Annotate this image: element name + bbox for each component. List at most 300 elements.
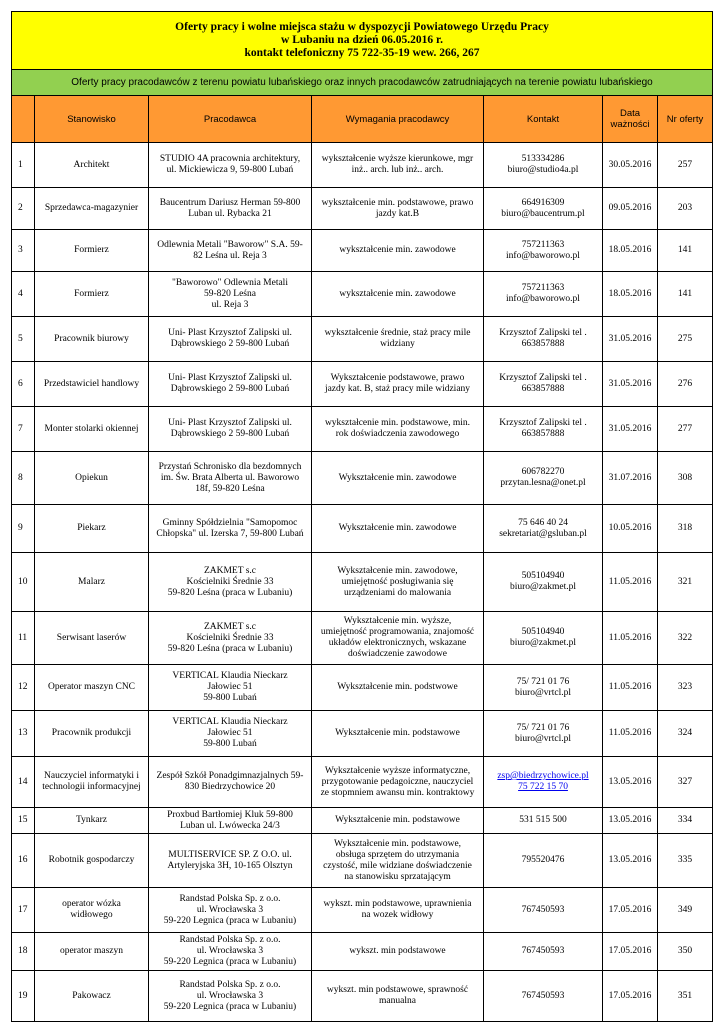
row-number: [12, 711, 35, 757]
employer-cell-line: ZAKMET s.c: [203, 565, 257, 576]
job-offers-table: [11, 11, 713, 1022]
requirements-cell: [312, 711, 484, 757]
position-cell: [35, 711, 149, 757]
position-cell: [35, 505, 149, 553]
requirements-cell-line: manualna: [379, 996, 416, 1006]
contact-cell: [484, 362, 603, 407]
requirements-cell-line: wykształcenie min. podstawowe, min.: [324, 418, 471, 428]
requirements-cell-line: widziany: [380, 339, 415, 349]
position-cell-line: Robotnik gospodarczy: [48, 855, 135, 865]
employer-cell-line: Chłopska" ul. Izerska 7, 59-800 Lubań: [156, 528, 304, 539]
row-number: [12, 757, 35, 808]
row-number: [12, 665, 35, 711]
position-cell-line: Piekarz: [77, 523, 106, 533]
offer-number-cell-line: 318: [677, 523, 693, 533]
contact-cell-line: sekretariat@gsluban.pl: [499, 528, 587, 539]
requirements-cell-line: czystość, mile widziane doświadczenie: [323, 860, 472, 871]
column-header-employer: Pracodawca: [149, 96, 312, 143]
contact-cell-line: 531 515 500: [519, 815, 567, 825]
position-cell-line: Sprzedawca-magazynier: [44, 203, 139, 213]
table-row: [12, 317, 713, 362]
employer-cell: [149, 505, 312, 553]
requirements-cell: [312, 188, 484, 230]
employer-cell: [149, 933, 312, 971]
requirements-cell-line: wykszt. min podstawowe, sprawność: [326, 985, 469, 995]
row-number: [12, 407, 35, 452]
employer-cell-line: 59-800 Lubań: [203, 693, 257, 703]
valid-until-cell: [603, 665, 658, 711]
employer-cell-line: Uni- Plast Krzysztof Zalipski ul.: [168, 328, 292, 338]
requirements-cell-line: przygotowanie pedagoiczne, nauczyciel: [321, 776, 474, 787]
employer-cell-line: Dąbrowskiego 2 59-800 Lubań: [170, 339, 290, 349]
contact-cell-line: biuro@vrtcl.pl: [515, 687, 571, 698]
row-number-line: 10: [18, 576, 28, 587]
valid-until-cell-line: 11.05.2016: [608, 728, 652, 738]
employer-cell-line: ul. Mickiewicza 9, 59-800 Lubań: [166, 165, 294, 175]
table-row: [12, 362, 713, 407]
requirements-cell: [312, 505, 484, 553]
contact-cell-line: biuro@vrtcl.pl: [515, 733, 571, 744]
employer-cell-line: 59-220 Legnica (praca w Lubaniu): [163, 915, 297, 926]
requirements-cell: [312, 933, 484, 971]
position-cell-line: Pracownik produkcji: [51, 728, 132, 738]
row-number-line: 3: [18, 245, 23, 255]
position-cell-line: Formierz: [74, 245, 109, 255]
employer-cell-line: 59-220 Legnica (praca w Lubaniu): [163, 1001, 297, 1012]
offer-number-cell: [658, 711, 713, 757]
valid-until-cell-line: 18.05.2016: [608, 245, 652, 255]
contact-cell-line: 757211363: [521, 239, 565, 250]
position-cell: [35, 808, 149, 834]
contact-cell-line: info@baworowo.pl: [506, 294, 580, 304]
offer-number-cell: [658, 407, 713, 452]
row-number: [12, 834, 35, 888]
table-row: [12, 808, 713, 834]
requirements-cell-line: wykształcenie min. podstawowe, prawo: [321, 197, 474, 208]
contact-cell: [484, 711, 603, 757]
valid-until-cell: [603, 834, 658, 888]
employer-cell: [149, 808, 312, 834]
employer-cell-line: Jałowiec 51: [207, 728, 253, 738]
offer-number-cell: [658, 757, 713, 808]
employer-cell-line: 830 Biedrzychowice 20: [184, 782, 276, 792]
contact-cell[interactable]: [484, 757, 603, 808]
valid-until-cell-line: 10.05.2016: [608, 523, 652, 533]
valid-until-cell: [603, 888, 658, 933]
valid-until-cell: [603, 452, 658, 505]
table-row: [12, 971, 713, 1022]
title-line: kontakt telefoniczny 75 722-35-19 wew. 266, 267: [244, 47, 480, 59]
contact-cell-line: Krzysztof Zalipski tel .: [499, 328, 587, 338]
offer-number-cell: [658, 971, 713, 1022]
contact-cell: [484, 808, 603, 834]
contact-cell: [484, 834, 603, 888]
employer-cell: [149, 757, 312, 808]
offer-number-cell-line: 334: [677, 815, 693, 825]
requirements-cell: [312, 230, 484, 272]
contact-cell: [484, 612, 603, 665]
position-cell: [35, 188, 149, 230]
column-header-position: Stanowisko: [35, 96, 149, 143]
contact-cell-line: biuro@baucentrum.pl: [501, 208, 585, 219]
offer-number-cell-line: 141: [677, 288, 693, 299]
table-row: [12, 230, 713, 272]
row-number: [12, 612, 35, 665]
valid-until-cell: [603, 757, 658, 808]
offer-number-cell-line: 350: [677, 946, 693, 956]
offer-number-cell-line: 322: [677, 632, 693, 643]
position-cell-line: Monter stolarki okiennej: [44, 423, 139, 434]
valid-until-cell: [603, 808, 658, 834]
employer-cell-line: ul. Reja 3: [211, 299, 249, 310]
row-number-line: 13: [18, 728, 28, 738]
offer-number-cell-line: 276: [677, 378, 693, 389]
offer-number-cell-line: 323: [677, 682, 693, 692]
requirements-cell-line: Wykształcenie min. podstawowe,: [333, 838, 462, 849]
table-row: [12, 505, 713, 553]
position-cell-line: widłowego: [70, 910, 113, 920]
valid-until-cell-line: 13.05.2016: [608, 776, 652, 787]
offer-number-cell: [658, 452, 713, 505]
requirements-cell-line: wykształcenie min. zawodowe: [339, 288, 456, 299]
requirements-cell-line: Wykształcenie wyższe informatyczne,: [324, 765, 471, 776]
row-number-line: 15: [18, 815, 28, 825]
employer-cell-line: Randstad Polska Sp. z o.o.: [179, 979, 281, 990]
row-number-line: 5: [18, 333, 23, 344]
offer-number-cell: [658, 933, 713, 971]
employer-cell-line: Kościelniki Średnie 33: [186, 576, 274, 587]
contact-cell: [484, 505, 603, 553]
contact-cell: [484, 272, 603, 317]
position-cell: [35, 933, 149, 971]
position-cell-line: operator maszyn: [59, 946, 124, 956]
contact-cell-line: 513334286: [521, 154, 565, 164]
offer-number-cell-line: 275: [677, 333, 693, 344]
contact-link[interactable]: zsp@biedrzychowice.pl: [497, 771, 589, 781]
offer-number-cell: [658, 272, 713, 317]
offer-number-cell-line: 349: [677, 904, 693, 915]
employer-cell-line: VERTICAL Klaudia Nieckarz: [172, 717, 288, 727]
contact-cell: [484, 188, 603, 230]
contact-cell: [484, 317, 603, 362]
employer-cell-line: VERTICAL Klaudia Nieckarz: [172, 671, 288, 681]
position-cell-line: Tynkarz: [76, 815, 107, 825]
requirements-cell-line: inż.. arch. lub inż.. arch.: [351, 165, 444, 175]
row-number: [12, 362, 35, 407]
contact-cell: [484, 888, 603, 933]
document-title: [12, 12, 713, 70]
position-cell: [35, 230, 149, 272]
valid-until-cell: [603, 612, 658, 665]
employer-cell-line: STUDIO 4A pracownia architektury,: [159, 154, 301, 164]
employer-cell: [149, 971, 312, 1022]
employer-cell-line: 59-820 Leśna: [204, 288, 256, 299]
row-number-line: 6: [18, 378, 23, 389]
contact-cell-line: 505104940: [521, 571, 565, 581]
offer-number-cell-line: 324: [677, 728, 693, 738]
employer-cell-line: Uni- Plast Krzysztof Zalipski ul.: [168, 373, 292, 383]
requirements-cell-line: wykształcenie wyższe kierunkowe, mgr: [321, 154, 474, 164]
title-line: Oferty pracy i wolne miejsca stażu w dyspozycji Powiatowego Urzędu Pracy: [175, 21, 549, 33]
position-cell: [35, 757, 149, 808]
offer-number-cell: [658, 230, 713, 272]
requirements-cell: [312, 888, 484, 933]
contact-cell-line: Krzysztof Zalipski tel .: [499, 373, 587, 383]
position-cell: [35, 272, 149, 317]
position-cell: [35, 665, 149, 711]
requirements-cell-line: Wykształcenie min. podstawowe: [335, 728, 460, 738]
contact-cell-line: 75/ 721 01 76: [516, 676, 570, 687]
requirements-cell-line: wykształcenie średnie, staż pracy mile: [324, 328, 471, 338]
requirements-cell-line: wykształcenie min. zawodowe: [339, 245, 456, 255]
valid-until-cell-line: 31.05.2016: [608, 333, 652, 344]
valid-until-cell-line: 11.05.2016: [608, 576, 652, 587]
employer-cell: [149, 272, 312, 317]
row-number-line: 14: [18, 776, 28, 787]
requirements-cell: [312, 757, 484, 808]
column-header-requirements: Wymagania pracodawcy: [312, 96, 484, 143]
contact-cell-line: 767450593: [521, 990, 565, 1001]
position-cell-line: Architekt: [73, 159, 110, 170]
employer-cell: [149, 612, 312, 665]
table-row: [12, 553, 713, 612]
position-cell: [35, 407, 149, 452]
employer-cell-line: Randstad Polska Sp. z o.o.: [179, 893, 281, 904]
valid-until-cell-line: 31.05.2016: [608, 423, 652, 434]
employer-cell-line: 59-820 Leśna (praca w Lubaniu): [167, 587, 293, 598]
offer-number-cell-line: 335: [677, 855, 693, 865]
requirements-cell-line: Wykształcenie min. zawodowe,: [337, 565, 458, 576]
requirements-cell-line: jazdy kat.B: [375, 208, 420, 219]
requirements-cell: [312, 143, 484, 188]
requirements-cell: [312, 612, 484, 665]
row-number-line: 8: [18, 472, 23, 483]
employer-cell-line: im. Św. Brata Alberta ul. Baworowo: [160, 472, 300, 483]
employer-cell: [149, 888, 312, 933]
offer-number-cell: [658, 834, 713, 888]
valid-until-cell-line: 18.05.2016: [608, 288, 652, 299]
contact-cell-line: 606782270: [521, 467, 565, 477]
contact-cell: [484, 553, 603, 612]
offer-number-cell: [658, 808, 713, 834]
requirements-cell: [312, 407, 484, 452]
row-number-line: 7: [18, 423, 23, 434]
employer-cell: [149, 711, 312, 757]
employer-cell-line: Artyleryjska 3H, 10-165 Olsztyn: [167, 860, 293, 871]
requirements-cell-line: jazdy kat. B, staż pracy mile widziany: [324, 384, 471, 394]
column-header-offer-number: Nr oferty: [658, 96, 713, 143]
offer-number-cell: [658, 553, 713, 612]
table-row: [12, 452, 713, 505]
contact-cell: [484, 665, 603, 711]
valid-until-cell-line: 11.05.2016: [608, 682, 652, 692]
position-cell: [35, 317, 149, 362]
employer-cell-line: Baucentrum Dariusz Herman 59-800: [159, 197, 301, 208]
valid-until-cell: [603, 362, 658, 407]
contact-cell-line: 75 646 40 24: [518, 517, 568, 528]
offer-number-cell-line: 257: [677, 159, 693, 170]
row-number: [12, 933, 35, 971]
valid-until-cell: [603, 971, 658, 1022]
offer-number-cell: [658, 317, 713, 362]
contact-cell-line: 664916309: [521, 197, 565, 208]
table-row: [12, 888, 713, 933]
row-number: [12, 143, 35, 188]
contact-cell: [484, 407, 603, 452]
employer-cell-line: Luban ul. Lwówecka 24/3: [180, 820, 280, 831]
offer-number-cell: [658, 888, 713, 933]
requirements-cell-line: Wykształcenie min. wyższe,: [343, 616, 452, 626]
position-cell: [35, 971, 149, 1022]
position-cell-line: Operator maszyn CNC: [47, 682, 136, 692]
position-cell: [35, 553, 149, 612]
employer-cell-line: Zespół Szkół Ponadgimnazjalnych 59-: [156, 771, 304, 781]
row-number: [12, 553, 35, 612]
requirements-cell-line: urządzeniami do malowania: [343, 587, 452, 598]
requirements-cell-line: układów elektronicznych, wskazane: [328, 638, 467, 648]
position-cell-line: Przedstawiciel handlowy: [43, 378, 140, 389]
employer-cell-line: Gminny Spółdzielnia "Samopomoc: [162, 517, 298, 528]
position-cell: [35, 834, 149, 888]
offer-number-cell: [658, 143, 713, 188]
valid-until-cell-line: 17.05.2016: [608, 946, 652, 956]
position-cell-line: Pracownik biurowy: [54, 333, 129, 344]
requirements-cell: [312, 317, 484, 362]
contact-cell: [484, 971, 603, 1022]
valid-until-cell-line: 31.07.2016: [608, 472, 652, 483]
employer-cell-line: Uni- Plast Krzysztof Zalipski ul.: [168, 418, 292, 428]
employer-cell: [149, 665, 312, 711]
row-number: [12, 808, 35, 834]
valid-until-cell: [603, 553, 658, 612]
row-number: [12, 505, 35, 553]
position-cell-line: Opiekun: [75, 472, 108, 483]
row-number-line: 12: [18, 682, 28, 692]
requirements-cell: [312, 452, 484, 505]
position-cell-line: technologii informacyjnej: [42, 782, 141, 792]
contact-cell-line: 663857888: [521, 339, 565, 349]
valid-until-cell-line: 09.05.2016: [608, 203, 652, 213]
row-number-line: 17: [18, 904, 28, 915]
employer-cell: [149, 452, 312, 505]
document-subtitle: Oferty pracy pracodawców z terenu powiatu lubańskiego oraz innych pracodawców zatrudniających na terenie powiatu lubańskiego: [12, 70, 713, 96]
valid-until-cell-line: 13.05.2016: [608, 815, 652, 825]
row-number: [12, 888, 35, 933]
row-number: [12, 188, 35, 230]
position-cell-line: Formierz: [74, 288, 109, 299]
offer-number-cell: [658, 188, 713, 230]
contact-cell-line: 757211363: [521, 283, 565, 293]
offer-number-cell-line: 277: [677, 423, 693, 434]
employer-cell: [149, 317, 312, 362]
requirements-cell: [312, 553, 484, 612]
valid-until-cell-line: 30.05.2016: [608, 159, 652, 170]
requirements-cell: [312, 971, 484, 1022]
table-row: [12, 834, 713, 888]
employer-cell-line: ZAKMET s.c: [203, 621, 257, 632]
valid-until-cell-line: 31.05.2016: [608, 378, 652, 389]
requirements-cell-line: wykszt. min podstawowe: [349, 946, 446, 956]
employer-cell: [149, 553, 312, 612]
offer-number-cell-line: 327: [677, 776, 693, 787]
employer-cell-line: Proxbud Bartłomiej Kluk 59-800: [167, 809, 293, 820]
contact-cell: [484, 230, 603, 272]
requirements-cell-line: rok doświadczenia zawodowego: [335, 429, 460, 439]
offer-number-cell: [658, 505, 713, 553]
employer-cell-line: ul. Wrocławska 3: [196, 904, 264, 915]
table-row: [12, 933, 713, 971]
employer-cell-line: Luban ul. Rybacka 21: [188, 208, 272, 219]
row-number-line: 16: [18, 855, 28, 865]
contact-link[interactable]: 75 722 15 70: [518, 782, 568, 792]
position-cell-line: Malarz: [78, 576, 105, 587]
row-number: [12, 230, 35, 272]
position-cell: [35, 612, 149, 665]
requirements-cell-line: na wozek widłowy: [361, 910, 434, 920]
contact-cell-line: Krzysztof Zalipski tel .: [499, 418, 587, 428]
employer-cell-line: Kościelniki Średnie 33: [186, 632, 274, 643]
requirements-cell: [312, 665, 484, 711]
employer-cell-line: ul. Wrocławska 3: [196, 946, 264, 956]
employer-cell: [149, 407, 312, 452]
column-header-number: [12, 96, 35, 143]
requirements-cell: [312, 362, 484, 407]
table-row: [12, 665, 713, 711]
requirements-cell-line: umiejętność programowania, znajomość: [320, 627, 475, 637]
position-cell: [35, 452, 149, 505]
requirements-cell: [312, 808, 484, 834]
requirements-cell: [312, 272, 484, 317]
employer-cell: [149, 188, 312, 230]
employer-cell-line: Dąbrowskiego 2 59-800 Lubań: [170, 429, 290, 439]
row-number: [12, 272, 35, 317]
row-number-line: 9: [18, 523, 23, 533]
requirements-cell-line: Wykształcenie podstawowe, prawo: [330, 373, 465, 383]
position-cell: [35, 143, 149, 188]
contact-cell-line: 663857888: [521, 384, 565, 394]
employer-cell-line: Dąbrowskiego 2 59-800 Lubań: [170, 384, 290, 394]
offer-number-cell-line: 203: [677, 203, 693, 213]
valid-until-cell-line: 17.05.2016: [608, 904, 652, 915]
valid-until-cell: [603, 317, 658, 362]
employer-cell: [149, 834, 312, 888]
table-row: [12, 272, 713, 317]
table-row: [12, 407, 713, 452]
employer-cell-line: 18f, 59-820 Leśna: [195, 483, 265, 494]
employer-cell-line: "Baworowo" Odlewnia Metali: [172, 277, 288, 288]
contact-cell: [484, 143, 603, 188]
valid-until-cell: [603, 230, 658, 272]
table-body: [12, 143, 713, 1022]
offer-number-cell-line: 308: [677, 472, 693, 483]
employer-cell-line: Przystań Schronisko dla bezdomnych: [158, 461, 302, 472]
requirements-cell-line: Wykształcenie min. zawodowe: [338, 472, 457, 483]
row-number-line: 2: [18, 203, 23, 213]
valid-until-cell: [603, 143, 658, 188]
contact-cell-line: biuro@zakmet.pl: [510, 638, 576, 648]
row-number: [12, 452, 35, 505]
employer-cell-line: ul. Wrocławska 3: [196, 990, 264, 1001]
requirements-cell-line: doświadczenie zawodowe: [348, 649, 447, 659]
valid-until-cell: [603, 933, 658, 971]
position-cell: [35, 362, 149, 407]
employer-cell-line: 59-800 Lubań: [203, 739, 257, 749]
valid-until-cell: [603, 272, 658, 317]
requirements-cell-line: umiejętność posługiwania się: [341, 576, 454, 587]
requirements-cell: [312, 834, 484, 888]
row-number-line: 1: [18, 159, 23, 170]
requirements-cell-line: na stanowisku sprzatającym: [344, 871, 451, 882]
